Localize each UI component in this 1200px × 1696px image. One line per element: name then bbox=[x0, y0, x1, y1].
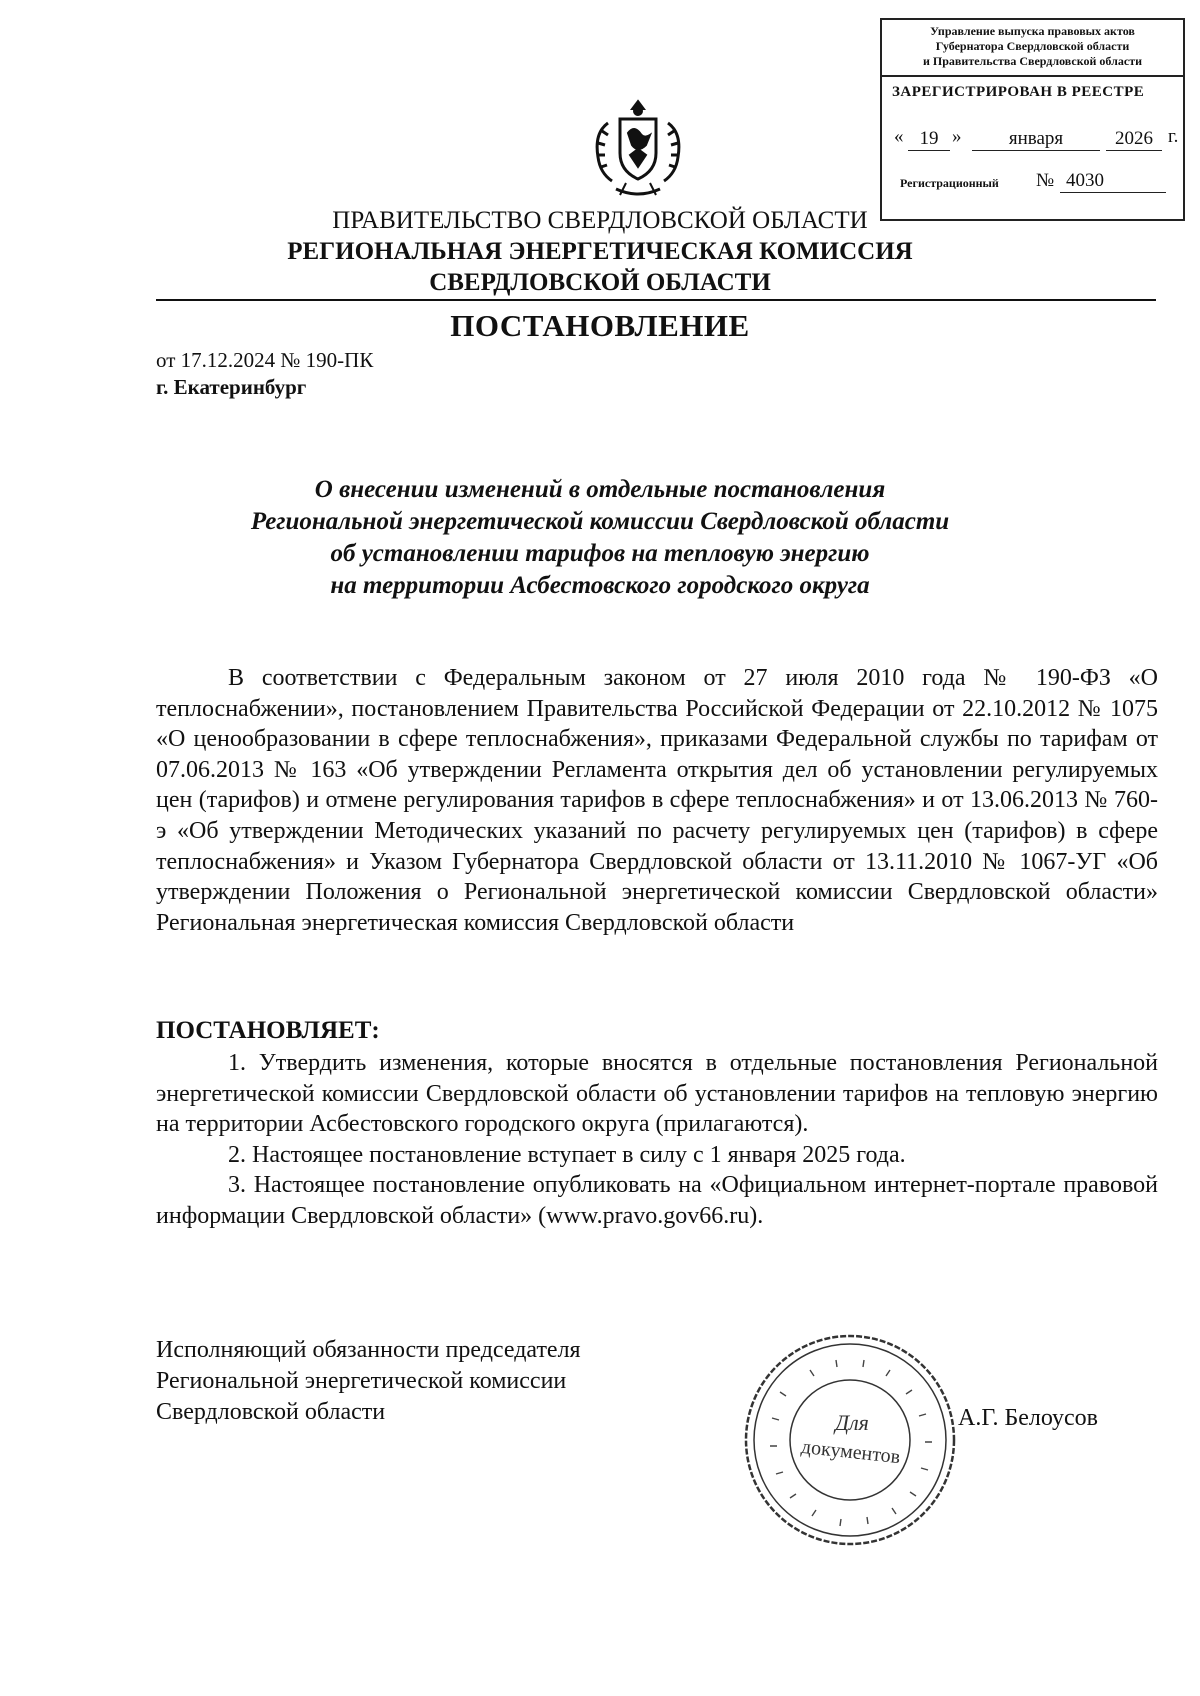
subject-line1: О внесении изменений в отдельные постановления bbox=[314, 476, 886, 503]
coat-of-arms-emblem bbox=[586, 97, 690, 201]
registry-header-line2: Губернатора Свердловской области bbox=[935, 39, 1130, 53]
registry-title: ЗАРЕГИСТРИРОВАН В РЕЕСТРЕ bbox=[892, 84, 1145, 100]
signatory-position-line2: Региональной энергетической комиссии bbox=[156, 1368, 567, 1394]
registry-header-line3: и Правительства Свердловской области bbox=[923, 54, 1142, 68]
document-date-number: от 17.12.2024 № 190-ПК bbox=[156, 348, 374, 372]
registry-year: 2026 bbox=[1106, 128, 1162, 151]
document-type-title: ПОСТАНОВЛЕНИЕ bbox=[450, 308, 750, 343]
registry-number-label: Регистрационный bbox=[900, 176, 999, 190]
subject-line3: об установлении тарифов на тепловую энергию bbox=[330, 540, 870, 567]
official-seal-stamp bbox=[740, 1330, 960, 1550]
signatory-position-line3: Свердловской области bbox=[156, 1399, 386, 1425]
subject-line2: Региональной энергетической комиссии Свердловской области bbox=[250, 508, 950, 535]
government-heading: ПРАВИТЕЛЬСТВО СВЕРДЛОВСКОЙ ОБЛАСТИ bbox=[332, 207, 868, 234]
registry-number-sign: № bbox=[1036, 170, 1055, 191]
header-divider bbox=[156, 299, 1156, 301]
resolution-item-3: 3. Настоящее постановление опубликовать на «Официальном интернет-портале правовой информации Свердловской области» (www.pravo.gov66.ru). bbox=[156, 1172, 1158, 1229]
preamble-paragraph: В соответствии с Федеральным законом от 27 июля 2010 года № 190-ФЗ «О теплоснабжении», постановлением Правительства Российской Федерации от 22.10.2012 № 1075 «О ценообразовании в сфере теплоснабжения», приказами Федеральной службы по тарифам от 07.06.2013 № 163 «Об утверждении Регламента открытия дел об установлении регулируемых цен (тарифов) и отмене регулирования тарифов в сфере теплоснабжения» и от 13.06.2013 № 760-э «Об утверждении Методических указаний по расчету регулируемых цен (тарифов) в сфере теплоснабжения» и Указом Губернатора Свердловской области от 13.11.2010 № 1067-УГ «Об утверждении Положения о Региональной энергетической комиссии Свердловской области» Региональная энергетическая комиссия Свердловской области bbox=[156, 665, 1158, 936]
signatory-position-line1: Исполняющий обязанности председателя bbox=[156, 1337, 581, 1363]
registry-stamp-box bbox=[880, 18, 1185, 221]
commission-heading-line2: СВЕРДЛОВСКОЙ ОБЛАСТИ bbox=[429, 269, 771, 296]
signatory-name: А.Г. Белоусов bbox=[958, 1405, 1098, 1431]
commission-heading-line1: РЕГИОНАЛЬНАЯ ЭНЕРГЕТИЧЕСКАЯ КОМИССИЯ bbox=[287, 238, 913, 265]
resolves-heading: ПОСТАНОВЛЯЕТ: bbox=[156, 1017, 380, 1044]
registry-month: января bbox=[972, 128, 1100, 151]
seal-center-line2: документов bbox=[799, 1435, 902, 1469]
registry-quote-close: » bbox=[952, 126, 962, 147]
registry-header-line1: Управление выпуска правовых актов bbox=[930, 24, 1135, 38]
seal-center-line1: Для bbox=[835, 1410, 869, 1435]
registry-number: 4030 bbox=[1060, 170, 1166, 193]
document-city: г. Екатеринбург bbox=[156, 375, 307, 399]
resolution-item-1: 1. Утвердить изменения, которые вносятся в отдельные постановления Региональной энергетической комиссии Свердловской области об установлении тарифов на тепловую энергию на территории Асбестовского городского округа (прилагаются). bbox=[156, 1050, 1158, 1138]
registry-quote-open: « bbox=[894, 126, 904, 147]
registry-header bbox=[882, 20, 1183, 77]
subject-line4: на территории Асбестовского городского округа bbox=[330, 572, 870, 599]
registry-day: 19 bbox=[908, 128, 950, 151]
signatory-position bbox=[156, 1335, 581, 1428]
resolution-items bbox=[156, 1048, 1158, 1232]
resolution-item-2: 2. Настоящее постановление вступает в силу с 1 января 2025 года. bbox=[228, 1141, 906, 1168]
document-subject bbox=[0, 474, 1200, 602]
registry-year-suffix: г. bbox=[1168, 126, 1179, 147]
